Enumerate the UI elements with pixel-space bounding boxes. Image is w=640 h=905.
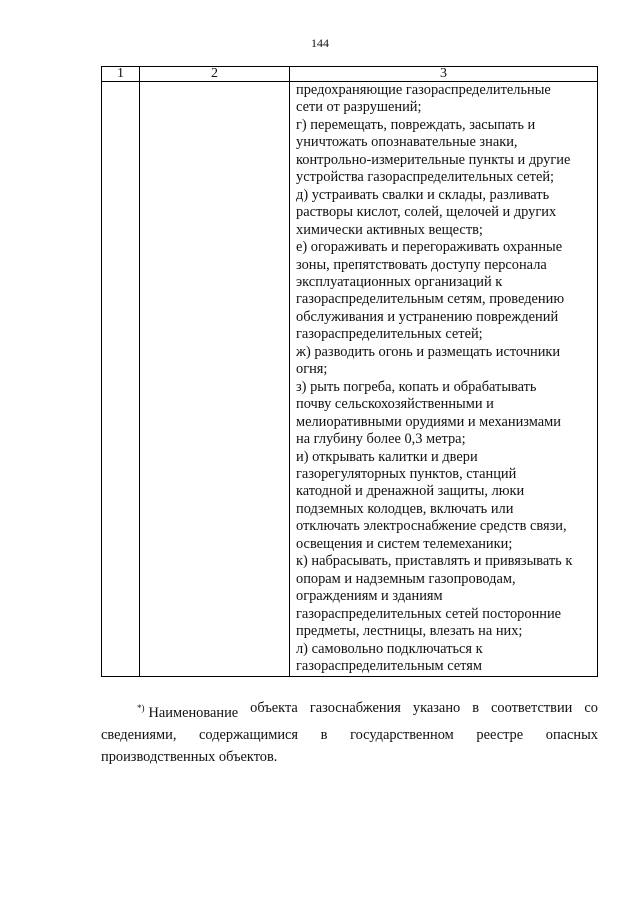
text-line: отключать электроснабжение средств связи,: [296, 518, 567, 535]
footnote-word: государственном: [350, 727, 454, 743]
text-line: подземных колодцев, включать или: [296, 500, 514, 517]
footnote-word: указано: [412, 700, 461, 716]
footnote-word: соответствии: [491, 700, 573, 716]
text-line: ограждениям и зданиям: [296, 588, 443, 605]
text-line: уничтожать опознавательные знаки,: [296, 134, 518, 151]
text-line: д) устраивать свалки и склады, разливать: [296, 186, 550, 203]
text-line: предметы, лестницы, влезать на них;: [296, 623, 523, 640]
text-line: мелиоративными орудиями и механизмами: [296, 413, 561, 430]
column-header-1: 1: [102, 67, 140, 82]
text-line: е) огораживать и перегораживать охранные: [296, 239, 563, 256]
text-line: сети от разрушений;: [296, 99, 422, 116]
text-line: устройства газораспределительных сетей;: [296, 169, 555, 186]
footnote-word: содержащимися: [199, 727, 299, 743]
text-line: контрольно-измерительные пункты и другие: [296, 151, 571, 168]
text-line: освещения и систем телемеханики;: [296, 535, 513, 552]
text-line: газораспределительных сетей посторонние: [296, 605, 562, 622]
text-line: зоны, препятствовать доступу персонала: [296, 256, 547, 273]
footnote-word: сведениями,: [101, 727, 177, 743]
text-line: катодной и дренажной защиты, люки: [296, 483, 525, 500]
footnote-word: [137, 697, 238, 724]
text-line: к) набрасывать, приставлять и привязывать к: [296, 553, 573, 570]
text-line: на глубину более 0,3 метра;: [296, 431, 466, 448]
table-header-row: [102, 67, 598, 82]
text-line: газораспределительным сетям: [296, 657, 483, 674]
table-row: [102, 82, 598, 677]
footnote-line-3: производственных объектов.: [101, 749, 278, 765]
text-line: эксплуатационных организаций к: [296, 273, 503, 290]
text-line: г) перемещать, повреждать, засыпать и: [296, 116, 536, 133]
document-table: [101, 66, 598, 677]
footnote-line-2: [101, 724, 598, 746]
column-header-2: 2: [140, 67, 290, 82]
column-header-3: 3: [290, 67, 598, 82]
cell-col-3: [290, 82, 598, 677]
text-line: обслуживания и устранению повреждений: [296, 308, 559, 325]
text-line: предохраняющие газораспределительные: [296, 82, 551, 98]
text-line: з) рыть погреба, копать и обрабатывать: [296, 378, 537, 395]
page-number: 144: [311, 36, 329, 50]
text-line: огня;: [296, 361, 328, 378]
footnote-line-1: [101, 697, 598, 724]
footnote-word: в: [320, 727, 328, 743]
text-line: и) открывать калитки и двери: [296, 448, 478, 465]
text-line: газораспределительных сетей;: [296, 326, 483, 343]
footnote-mark: *): [137, 703, 145, 713]
footnote: [101, 697, 598, 768]
text-line: опорам и надземным газопроводам,: [296, 570, 516, 587]
text-line: газорегуляторных пунктов, станций: [296, 465, 517, 482]
footnote-word: реестре: [476, 727, 524, 743]
text-line: химически активных веществ;: [296, 221, 483, 238]
footnote-word: в: [472, 700, 480, 716]
cell-col-2: [140, 82, 290, 677]
text-line: почву сельскохозяйственными и: [296, 396, 494, 413]
footnote-word: опасных: [545, 727, 598, 743]
footnote-word-text: Наименование: [148, 705, 239, 721]
text-line: растворы кислот, солей, щелочей и других: [296, 204, 557, 221]
footnote-word: объекта: [250, 700, 298, 716]
cell-col-1: [102, 82, 140, 677]
text-line: ж) разводить огонь и размещать источники: [296, 343, 561, 360]
footnote-word: со: [584, 700, 598, 716]
footnote-word: газоснабжения: [309, 700, 401, 716]
text-line: газораспределительным сетям, проведению: [296, 291, 565, 308]
text-line: л) самовольно подключаться к: [296, 640, 483, 657]
